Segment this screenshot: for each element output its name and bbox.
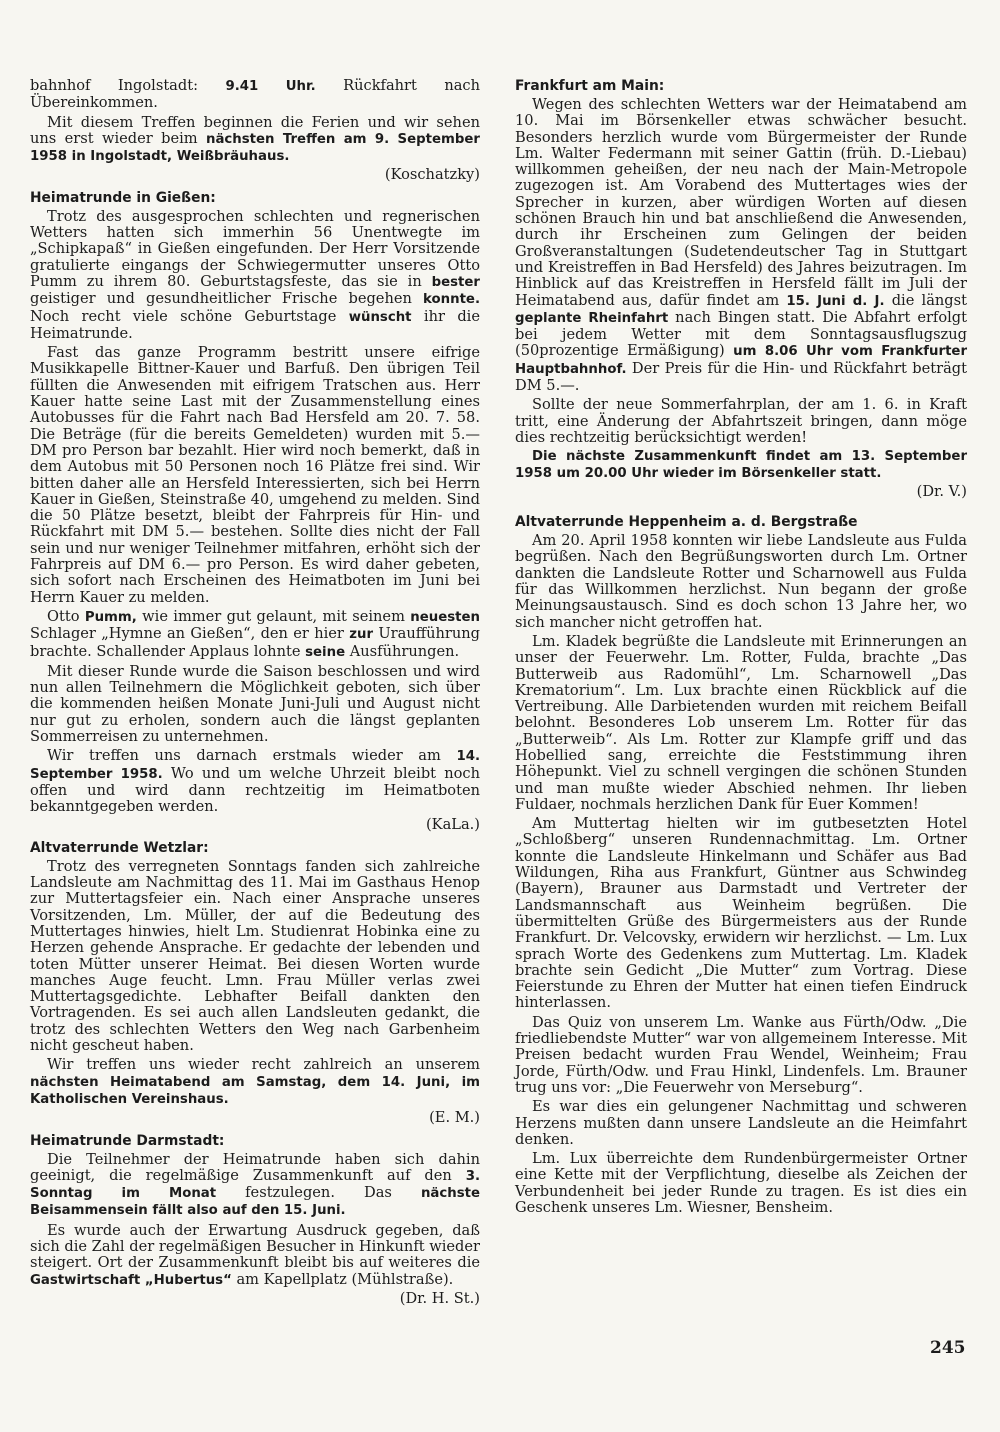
heading-frankfurt: Frankfurt am Main: <box>515 78 665 94</box>
darmstadt-paragraph-2: Es wurde auch der Erwartung Ausdruck gegeben, daß sich die Zahl der regelmäßigen Besucher in Hinkunft wieder steigert. Ort der Zusammenkunft bleibt bis auf weiteres die Gastwirtschaft „Hubertus“ am Kapellplatz (Mühlstraße). <box>30 1221 480 1288</box>
giessen-paragraph-4: Mit dieser Runde wurde die Saison beschlossen und wird nun allen Teilnehmern die Möglichkeit geboten, sich über die kommenden heißen Monate Juni-Juli und August nicht nur gut zu erholen, sondern auch die längst geplanten Sommerreisen zu unternehmen. <box>30 662 480 745</box>
frankfurt-next-meeting: Die nächste Zusammenkunft findet am 13. September 1958 um 20.00 Uhr wieder im Börsenkeller statt. <box>515 449 967 481</box>
heppenheim-paragraph-4: Das Quiz von unserem Lm. Wanke aus Fürth/Odw. „Die friedliebendste Mutter“ war von allgemeinem Interesse. Mit Preisen bedacht wurden Frau Wendel, Weinheim; Frau Jorde, Fürth/Odw. und Frau Hinkl, Lindenfels. Lm. Brauner trug uns vor: „Die Feuerwehr von Merseburg“. <box>515 1013 967 1096</box>
wetzlar-paragraph-2: Wir treffen uns wieder recht zahlreich an unserem nächsten Heimatabend am Samstag, dem 14. Juni, im Katholischen Vereinshaus. <box>30 1056 480 1107</box>
heppenheim-paragraph-6: Lm. Lux überreichte dem Rundenbürgermeister Ortner eine Kette mit der Verpflichtung, dieselbe als Zeichen der Verbundenheit bei jeder Runde zu tragen. Es ist dies ein Geschenk unseres Lm. Wiesner, Bensheim. <box>515 1150 967 1216</box>
heppenheim-paragraph-3: Am Muttertag hielten wir im gutbesetzten Hotel „Schloßberg“ unseren Rundennachmittag. Lm. Ortner konnte die Landsleute Hinkelmann und Schäfer aus Bad Wildungen, Riha aus Frankfurt, Güntner aus Schwindeg (Bayern), Brauner aus Darmstadt und Vertreter der Landsmannschaft aus Weinheim begrüßen. Die übermittelten Grüße des Bürgermeisters aus der Runde Frankfurt. Dr. Velcovsky, erwidern wir herzlichst. — Lm. Lux sprach Worte des Gedenkens zum Muttertag. Lm. Kladek brachte sein Gedicht „Die Mutter“ zum Vortrag. Diese Feierstunde zu Ehren der Mutter hat einen tiefen Eindruck hinterlassen. <box>515 815 967 1012</box>
ingolstadt-continuation: bahnhof Ingolstadt: 9.41 Uhr. Rückfahrt nach Übereinkommen. <box>30 77 480 112</box>
right-column <box>515 78 967 1219</box>
signature-koschatzky: (Koschatzky) <box>384 166 480 184</box>
signature-em: (E. M.) <box>429 1109 480 1127</box>
ingolstadt-next-meeting: Mit diesem Treffen beginnen die Ferien und wir sehen uns erst wieder beim nächsten Treffen am 9. September 1958 in Ingolstadt, Weißbräuhaus. <box>30 113 480 165</box>
left-column <box>30 78 480 1310</box>
signature-kala: (KaLa.) <box>425 816 480 834</box>
frankfurt-paragraph-2: Sollte der neue Sommerfahrplan, der am 1. 6. in Kraft tritt, eine Änderung der Abfahrtszeit bringen, dann möge dies rechtzeitig berücksichtigt werden! <box>515 396 967 446</box>
heppenheim-paragraph-2: Lm. Kladek begrüßte die Landsleute mit Erinnerungen an unser der Feuerwehr. Lm. Rotter, Fulda, brachte „Das Butterweib aus Radomühl“, Lm. Scharnowell „Das Krematorium“. Lm. Lux brachte einen Rückblick auf die Vertreibung. Alle Darbietenden wurden mit reichem Beifall belohnt. Besonderes Lob unserem Lm. Rotter für das „Butterweib“. Als Lm. Rotter zur Klampfe griff und das Hobellied sang, erreichte die Feststimmung ihren Höhepunkt. Viel zu schnell vergingen die schönen Stunden und man mußte wieder Abschied nehmen. Ihr lieben Fuldaer, nochmals herzlichen Dank für Euer Kommen! <box>515 632 967 813</box>
heppenheim-paragraph-1: Am 20. April 1958 konnten wir liebe Landsleute aus Fulda begrüßen. Nach den Begrüßungsworten durch Lm. Ortner dankten die Landsleute Rotter und Scharnowell aus Fulda für das Willkommen herzlichst. Nun begann der große Meinungsaustausch. Sind es doch schon 13 Jahre her, wo sich mancher nicht getroffen hat. <box>515 532 967 631</box>
giessen-paragraph-3: Otto Pumm, wie immer gut gelaunt, mit seinem neuesten Schlager „Hymne an Gießen“, den er hier zur Uraufführung brachte. Schallender Applaus lohnte seine Ausführungen. <box>30 607 481 660</box>
giessen-paragraph-2: Fast das ganze Programm bestritt unsere eifrige Musikkapelle Bittner-Kauer und Barfuß. Den übrigen Teil füllten die Anwesenden mit eifrigem Tratschen aus. Herr Kauer hatte seine Last mit der Zusammenstellung eines Autobusses für die Fahrt nach Bad Hersfeld am 20. 7. 58. Die Beträge (für die bereits Gemeldeten) wurden mit 5.— DM pro Person bar bezahlt. Hier wird noch bemerkt, daß in dem Autobus mit 50 Personen noch 16 Plätze frei sind. Wir bitten daher alle an Hersfeld Interessierten, sich bei Herrn Kauer in Gießen, Steinstraße 40, umgehend zu melden. Sind die 50 Plätze besetzt, bleibt der Fahrpreis für Hin- und Rückfahrt mit DM 5.— bestehen. Sollte dies nicht der Fall sein und nur weniger Teilnehmer mitfahren, erhöht sich der Fahrpreis auf DM 6.— pro Person. Es wird daher gebeten, sich sofort nach Erscheinen des Heimatboten im Juni bei Herrn Kauer zu melden. <box>30 344 481 606</box>
heading-heppenheim: Altvaterrunde Heppenheim a. d. Bergstraße <box>515 514 858 531</box>
darmstadt-paragraph-1: Die Teilnehmer der Heimatrunde haben sich dahin geeinigt, die regelmäßige Zusammenkunft auf den 3. Sonntag im Monat festzulegen. Das nächste Beisammensein fällt also auf den 15. Juni. <box>30 1150 481 1219</box>
wetzlar-paragraph-1: Trotz des verregneten Sonntags fanden sich zahlreiche Landsleute am Nachmittag des 11. Mai im Gasthaus Henop zur Muttertagsfeier ein. Nach einer Ansprache unseres Vorsitzenden, Lm. Müller, der auf die Bedeutung des Muttertages hinwies, hielt Lm. Studienrat Hobinka eine zu Herzen gehende Ansprache. Er gedachte der lebenden und toten Mütter unserer Heimat. Bei diesen Worten wurde manches Auge feucht. Lmn. Frau Müller verlas zwei Muttertagsgedichte. Lebhafter Beifall dankten den Vortragenden. Es sei auch allen Landsleuten gedankt, die trotz des schlechten Wetters den Weg nach Garbenheim nicht gescheut haben. <box>30 857 480 1055</box>
giessen-paragraph-1: Trotz des ausgesprochen schlechten und regnerischen Wetters hatten sich immerhin 56 Unentwegte im „Schipkapaß“ in Gießen eingefunden. Der Herr Vorsitzende gratulierte eingangs der Schwiegermutter unseres Otto Pumm zu ihrem 80. Geburtstagsfeste, das sie in bester geistiger und gesundheitlicher Frische begehen konnte. Noch recht viele schöne Geburtstage wünscht ihr die Heimatrunde. <box>30 207 480 342</box>
giessen-paragraph-5: Wir treffen uns darnach erstmals wieder am 14. September 1958. Wo und um welche Uhrzeit bleibt noch offen und wird dann rechtzeitig im Heimatboten bekanntgegeben werden. <box>30 747 480 816</box>
frankfurt-paragraph-1: Wegen des schlechten Wetters war der Heimatabend am 10. Mai im Börsenkeller etwas schwächer besucht. Besonders herzlich wurde vom Bürgermeister der Runde Lm. Walter Federmann mit seiner Gattin (früh. D.-Liebau) willkommen geheißen, der neu nach der Main-Metropole zugezogen ist. Am Vorabend des Muttertages wies der Sprecher in kurzen, aber würdigen Worten auf diesen schönen Brauch hin und bat anschließend die Anwesenden, durch ihr Erscheinen zum Gelingen der beiden Großveranstaltungen (Sudetendeutscher Tag in Stuttgart und Kreistreffen in Bad Hersfeld) des Jahres beizutragen. Im Hinblick auf das Kreistreffen in Hersfeld fällt im Juli der Heimatabend aus, dafür findet am 15. Juni d. J. die längst geplante Rheinfahrt nach Bingen statt. Die Abfahrt erfolgt bei jedem Wetter mit dem Sonntagsausflugszug (50prozentige Ermäßigung) um 8.06 Uhr vom Frankfurter Hauptbahnhof. Der Preis für die Hin- und Rückfahrt beträgt DM 5.—. <box>515 96 968 395</box>
heading-wetzlar: Altvaterrunde Wetzlar: <box>30 839 209 856</box>
heading-darmstadt: Heimatrunde Darmstadt: <box>30 1132 225 1149</box>
heading-giessen: Heimatrunde in Gießen: <box>30 189 216 206</box>
page-number: 245 <box>930 1338 966 1358</box>
heppenheim-paragraph-5: Es war dies ein gelungener Nachmittag und schweren Herzens mußten dann unsere Landsleute an die Heimfahrt denken. <box>515 1098 967 1148</box>
signature-dr-h-st: (Dr. H. St.) <box>399 1289 480 1307</box>
signature-dr-v: (Dr. V.) <box>916 482 967 500</box>
